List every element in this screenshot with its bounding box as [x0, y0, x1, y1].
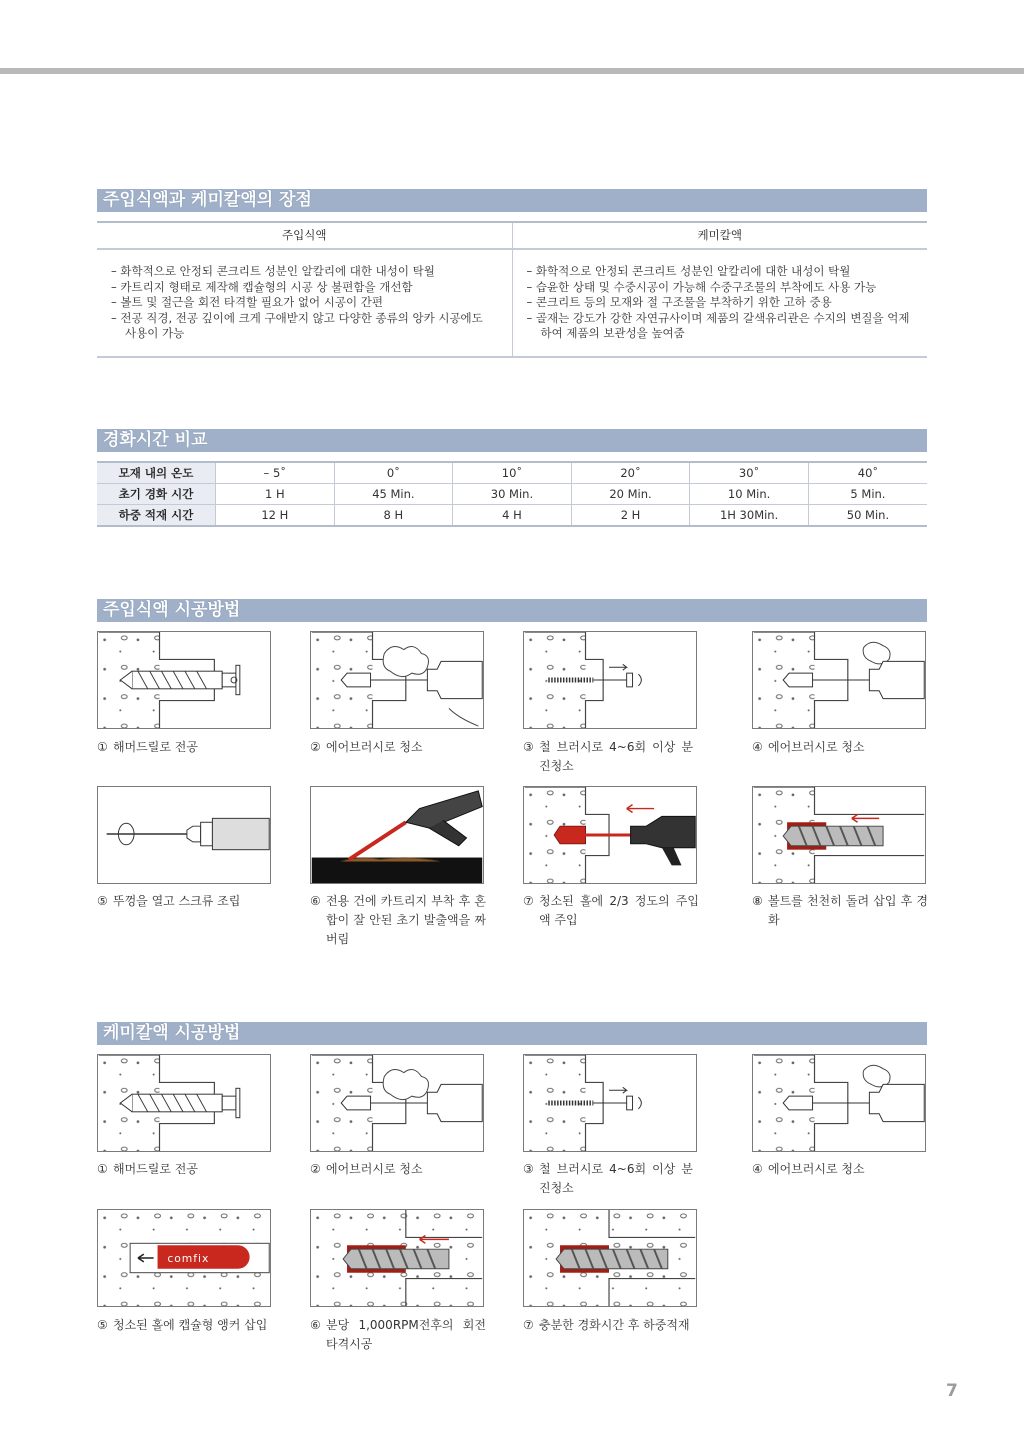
table-cell: 8 H [334, 505, 453, 527]
brush-figure [523, 1054, 697, 1152]
table-cell: 4 H [453, 505, 572, 527]
air-blow-figure [310, 1054, 484, 1152]
step-caption: ⑥ 전용 건에 카트리지 부착 후 혼합이 잘 안된 초기 발출액을 짜 버림 [310, 894, 486, 946]
table-cell: 1 H [216, 484, 335, 505]
step-caption: ⑤ 뚜껑을 열고 스크류 조립 [97, 894, 241, 908]
table-cell: 40˚ [808, 462, 927, 484]
table-cell: 5 Min. [808, 484, 927, 505]
row-label: 하중 적재 시간 [97, 505, 216, 527]
air-blow-figure [310, 631, 484, 729]
rotary-drive-figure [310, 1209, 484, 1307]
curing-table [97, 461, 927, 527]
step-caption: ⑦ 충분한 경화시간 후 하중적재 [523, 1318, 690, 1332]
table-cell: 45 Min. [334, 484, 453, 505]
chemical-advantage: – 화학적으로 안정되 콘크리트 성분인 알칼리에 대한 내성이 탁월 [527, 264, 914, 280]
drilling-figure [97, 1054, 271, 1152]
table-row [97, 462, 927, 484]
chemical-advantage: – 습윤한 상태 및 수중시공이 가능해 수중구조물의 부착에도 사용 가능 [527, 280, 914, 296]
table-cell: – 5˚ [216, 462, 335, 484]
top-rule [0, 68, 1024, 74]
advantages-header: 주입식액과 케미칼액의 장점 [97, 189, 927, 212]
table-cell: 30 Min. [453, 484, 572, 505]
injection-advantage: – 볼트 및 절근을 회전 타격할 필요가 없어 시공이 간편 [111, 295, 498, 311]
table-cell: 1H 30Min. [690, 505, 809, 527]
chemical-advantage: – 콘크리트 등의 모재와 절 구조물을 부착하기 위한 고하 중용 [527, 295, 914, 311]
table-row [97, 484, 927, 505]
advantages-table [97, 221, 927, 358]
row-label: 모재 내의 온도 [97, 462, 216, 484]
curing-header: 경화시간 비교 [97, 429, 927, 452]
table-row [97, 505, 927, 527]
bolt-insert-figure [752, 786, 926, 884]
air-blow-figure-2 [752, 1054, 926, 1152]
injection-advantage: – 카트리지 형태로 제작해 캡슐형의 시공 상 불편함을 개선함 [111, 280, 498, 296]
table-cell: 20 Min. [571, 484, 690, 505]
step-caption: ② 에어브러시로 청소 [310, 740, 423, 754]
injection-advantage: – 화학적으로 안정되 콘크리트 성분인 알칼리에 대한 내성이 탁월 [111, 264, 498, 280]
gun-discharge-figure [310, 786, 484, 884]
step-caption: ④ 에어브러시로 청소 [752, 740, 865, 754]
step-caption: ② 에어브러시로 청소 [310, 1162, 423, 1176]
injection-advantage: – 전공 직경, 전공 깊이에 크게 구애받지 않고 다양한 종류의 앙카 시공에도 사용이 가능 [111, 311, 498, 342]
step-caption: ① 해머드릴로 전공 [97, 1162, 198, 1176]
drilling-figure [97, 631, 271, 729]
cured-anchor-figure [523, 1209, 697, 1307]
page-number: 7 [946, 1381, 958, 1401]
chemical-advantage: – 골재는 강도가 강한 자연규사이며 제품의 갈색유리관은 수지의 변질을 억제하여 제품의 보관성을 높여줌 [527, 311, 914, 342]
capsule-label: comfix [167, 1251, 210, 1265]
brush-figure [523, 631, 697, 729]
step-caption: ⑥ 분당 1,000RPM전후의 회전 타격시공 [310, 1318, 486, 1351]
table-cell: 0˚ [334, 462, 453, 484]
table-cell: 50 Min. [808, 505, 927, 527]
table-cell: 30˚ [690, 462, 809, 484]
col-chemical-title: 케미칼액 [697, 228, 742, 242]
row-label: 초기 경화 시간 [97, 484, 216, 505]
step-caption: ⑧ 볼트를 천천히 돌려 삽입 후 경화 [752, 894, 928, 927]
chemical-method-header: 케미칼액 시공방법 [97, 1022, 927, 1045]
step-caption: ③ 철 브러시로 4~6회 이상 분진청소 [523, 740, 693, 773]
air-blow-figure-2 [752, 631, 926, 729]
table-cell: 12 H [216, 505, 335, 527]
capsule-insert-figure [97, 1209, 271, 1307]
table-cell: 2 H [571, 505, 690, 527]
injection-method-header: 주입식액 시공방법 [97, 599, 927, 622]
col-injection-title: 주입식액 [97, 223, 513, 248]
step-caption: ④ 에어브러시로 청소 [752, 1162, 865, 1176]
step-caption: ③ 철 브러시로 4~6회 이상 분진청소 [523, 1162, 693, 1195]
step-caption: ⑦ 청소된 홀에 2/3 정도의 주입액 주입 [523, 894, 699, 927]
table-cell: 10 Min. [690, 484, 809, 505]
screw-assembly-figure [97, 786, 271, 884]
inject-resin-figure [523, 786, 697, 884]
table-cell: 10˚ [453, 462, 572, 484]
step-caption: ① 해머드릴로 전공 [97, 740, 198, 754]
table-cell: 20˚ [571, 462, 690, 484]
step-caption: ⑤ 청소된 홀에 캡슐형 앵커 삽입 [97, 1318, 268, 1332]
